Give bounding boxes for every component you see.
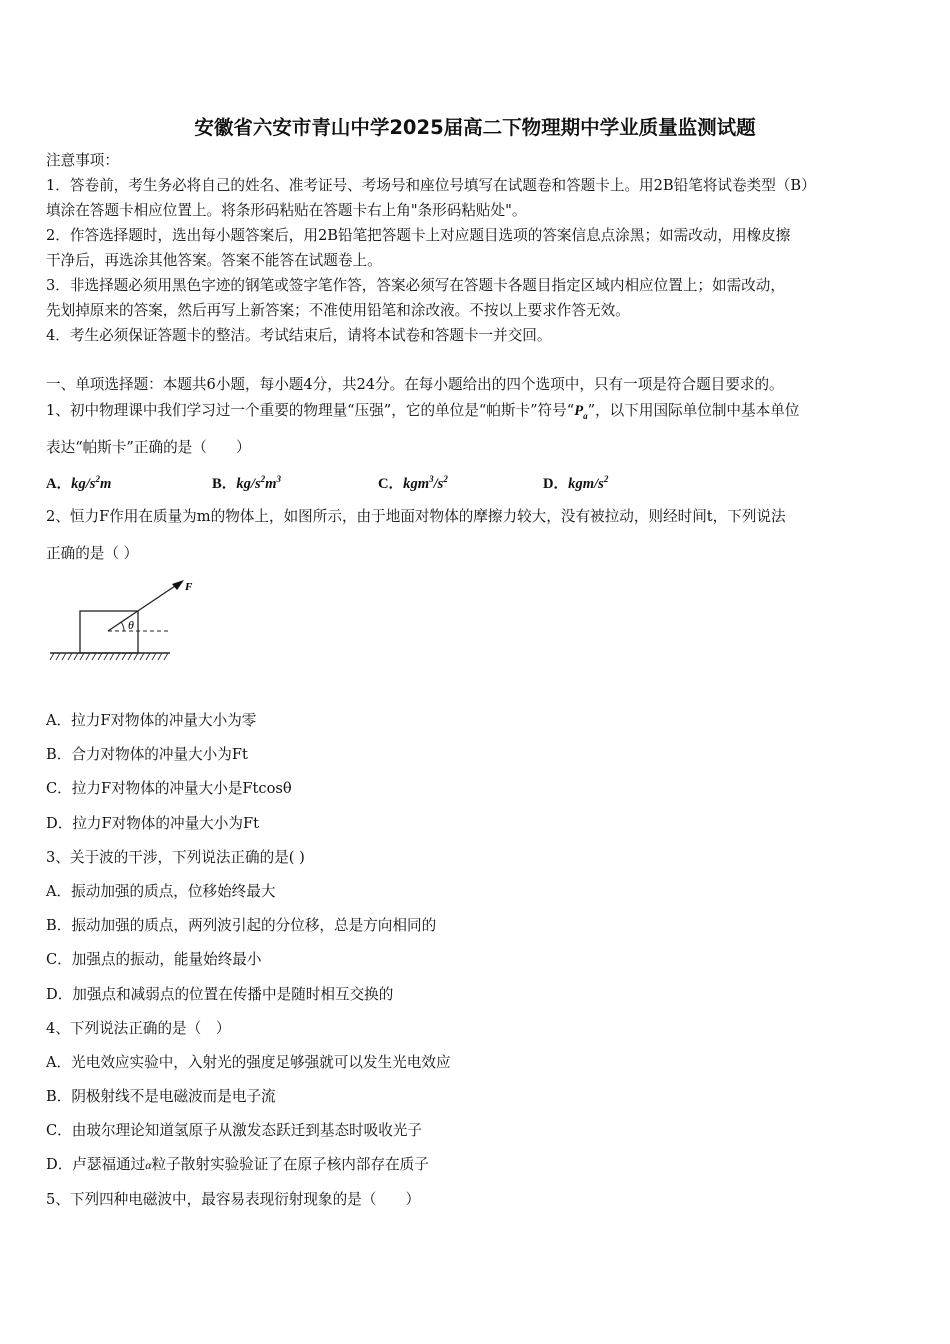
notice-line: 2．作答选择题时，选出每小题答案后，用2B铅笔把答题卡上对应题目选项的答案信息点涂黑；如需改动，用橡皮擦 <box>46 227 791 244</box>
notice-line: 先划掉原来的答案，然后再写上新答案；不准使用铅笔和涂改液。不按以上要求作答无效。 <box>46 302 630 319</box>
force-label: F <box>185 581 193 593</box>
notice-line: 1．答卷前，考生务必将自己的姓名、准考证号、考场号和座位号填写在试题卷和答题卡上。用2B铅笔将试卷类型（B） <box>46 177 816 194</box>
option-b[interactable]: B．$kg/s^2m^3$ <box>212 474 282 492</box>
notice-line: 填涂在答题卡相应位置上。将条形码粘贴在答题卡右上角"条形码粘贴处"。 <box>46 202 527 219</box>
arrow-icon <box>172 580 184 590</box>
option-c[interactable]: C．拉力F对物体的冲量大小是Ftcosθ <box>46 780 292 797</box>
question-4-stem: 4、下列说法正确的是（ ） <box>46 1020 231 1037</box>
force-diagram <box>48 572 208 667</box>
question-1-stem: 1、初中物理课中我们学习过一个重要的物理量“压强”，它的单位是“帕斯卡”符号“$P_a$”，以下用国际单位制中基本单位 <box>46 402 800 421</box>
notice-heading: 注意事项： <box>46 152 119 169</box>
page-title: 安徽省六安市青山中学2025届高二下物理期中学业质量监测试题 <box>194 116 756 139</box>
pa-symbol: $P_a$ <box>574 403 588 421</box>
option-a[interactable]: A．$kg/s^2m$ <box>46 474 112 492</box>
notice-line: 4．考生必须保证答题卡的整洁。考试结束后，请将本试卷和答题卡一并交回。 <box>46 327 552 344</box>
notice-line: 干净后，再选涂其他答案。答案不能答在试题卷上。 <box>46 252 382 269</box>
notice-line: 3．非选择题必须用黑色字迹的钢笔或签字笔作答，答案必须写在答题卡各题目指定区域内相应位置上；如需改动， <box>46 277 785 294</box>
question-2-stem: 2、恒力F作用在质量为m的物体上，如图所示，由于地面对物体的摩擦力较大，没有被拉动，则经时间t，下列说法 <box>46 508 786 525</box>
option-a[interactable]: A．光电效应实验中，入射光的强度足够强就可以发生光电效应 <box>46 1054 451 1071</box>
option-a[interactable]: A．振动加强的质点，位移始终最大 <box>46 883 276 900</box>
option-b[interactable]: B．振动加强的质点，两列波引起的分位移，总是方向相同的 <box>46 917 437 934</box>
option-d[interactable]: D．拉力F对物体的冲量大小为Ft <box>46 815 259 832</box>
option-b[interactable]: B．合力对物体的冲量大小为Ft <box>46 746 248 763</box>
option-c[interactable]: C．加强点的振动，能量始终最小 <box>46 951 262 968</box>
option-d[interactable]: D．卢瑟福通过α粒子散射实验验证了在原子核内部存在质子 <box>46 1156 429 1173</box>
option-d[interactable]: D．加强点和减弱点的位置在传播中是随时相互交换的 <box>46 986 394 1003</box>
option-c[interactable]: C．由玻尔理论知道氢原子从激发态跃迁到基态时吸收光子 <box>46 1122 423 1139</box>
section-heading: 一、单项选择题：本题共6小题，每小题4分，共24分。在每小题给出的四个选项中，只有一项是符合题目要求的。 <box>46 376 784 393</box>
alpha-symbol: α <box>145 1158 152 1172</box>
question-3-stem: 3、关于波的干涉，下列说法正确的是( ) <box>46 849 305 866</box>
question-2-stem-cont: 正确的是（ ） <box>46 545 139 562</box>
option-b[interactable]: B．阴极射线不是电磁波而是电子流 <box>46 1088 276 1105</box>
option-d[interactable]: D．kgm/$s^2$ <box>543 474 609 492</box>
question-1-stem-cont: 表达“帕斯卡”正确的是（ ） <box>46 439 251 456</box>
question-5-stem: 5、下列四种电磁波中，最容易表现衍射现象的是（ ） <box>46 1191 421 1208</box>
option-c[interactable]: C．$kgm^3/s^2$ <box>378 474 448 492</box>
option-a[interactable]: A．拉力F对物体的冲量大小为零 <box>46 712 257 729</box>
angle-label: θ <box>128 618 134 632</box>
